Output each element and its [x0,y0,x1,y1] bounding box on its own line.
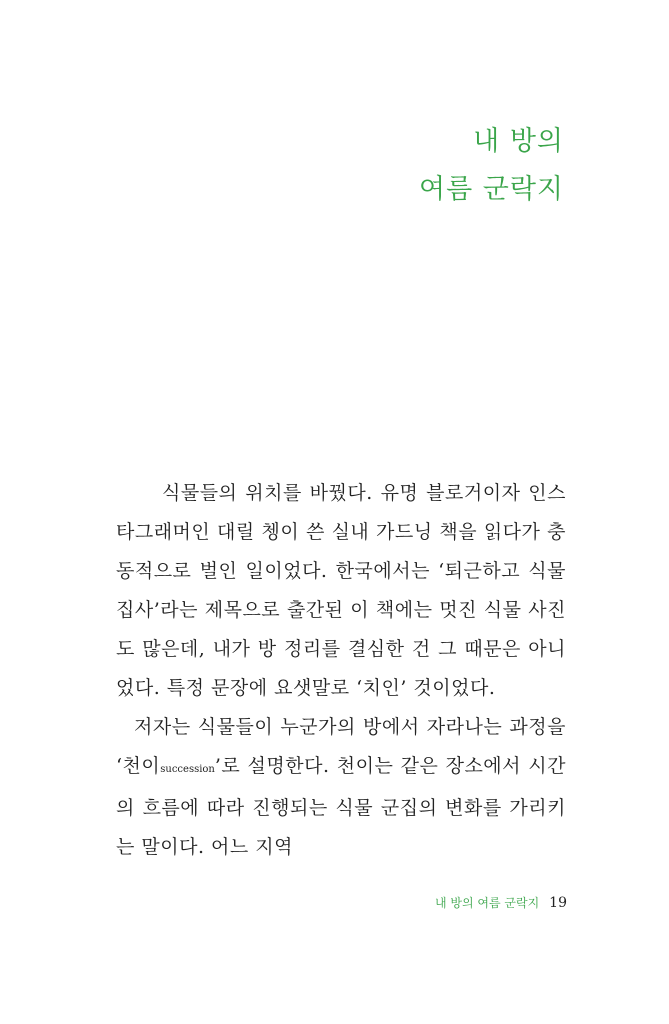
paragraph-2-start: 저자는 식물들이 누군가의 방에서 자라나는 과정을 ‘천이 [116,716,566,777]
term-gloss: succession [160,764,215,775]
body-text [116,474,566,867]
chapter-title-line-2: 여름 군락지 [419,174,564,205]
running-title: 내 방의 여름 군락지 [434,896,540,910]
paragraph-2-end: ’로 설명한다. 천이는 같은 장소에서 시간의 흐름에 따라 진행되는 식물 군집의 변화를 가리키는 말이다. 어느 지역 [116,755,566,858]
paragraph-2 [116,708,566,867]
chapter-title-line-1: 내 방의 [473,126,564,157]
page-footer [435,894,567,912]
page-number: 19 [549,895,567,911]
paragraph-1: 식물들의 위치를 바꿨다. 유명 블로거이자 인스타그래머인 대릴 쳉이 쓴 실내 가드닝 책을 읽다가 충동적으로 벌인 일이었다. 한국에서는 ‘퇴근하고 식물집사’라는 제목으로 출간된 이 책에는 멋진 식물 사진도 많은데, 내가 방 정리를 결심한 건 그 때문은 아니었다. 특정 문장에 요샛말로 ‘치인’ 것이었다. [116,482,566,699]
chapter-title [419,118,564,214]
